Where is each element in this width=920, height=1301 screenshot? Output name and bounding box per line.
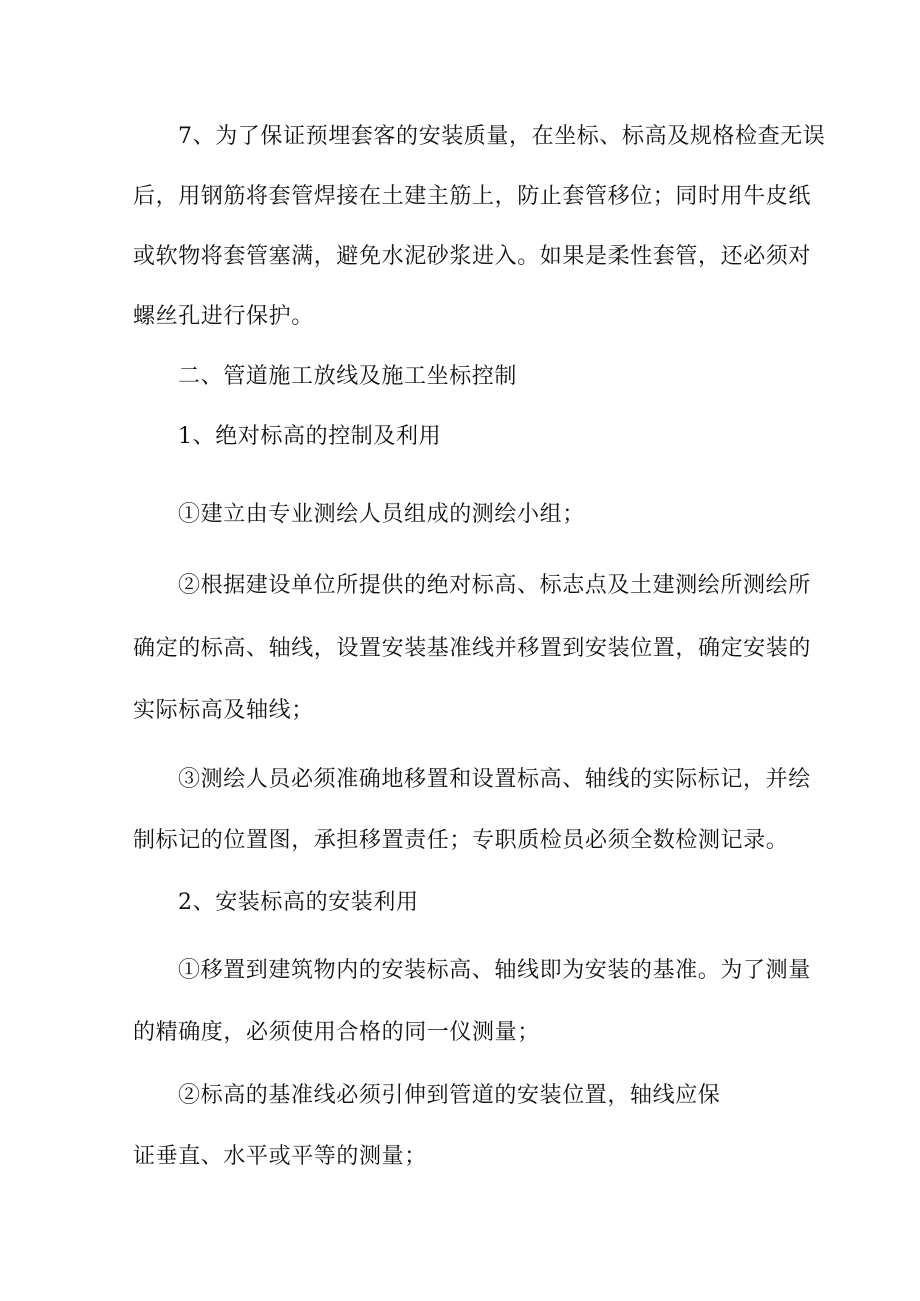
subsection-heading: 1、绝对标高的控制及利用 — [178, 424, 442, 449]
text-line: 制标记的位置图，承担移置责任；专职质检员必须全数检测记录。 — [133, 828, 789, 853]
list-item: ②根据建设单位所提供的绝对标高、标志点及土建测绘所测绘所 — [178, 573, 811, 598]
text-line: 实际标高及轴线； — [133, 698, 314, 723]
text-line: 后，用钢筋将套管焊接在土建主筋上，防止套管移位；同时用牛皮纸 — [133, 184, 812, 209]
list-item: ②标高的基准线必须引伸到管道的安装位置，轴线应保 — [178, 1083, 721, 1108]
text-line: 7、为了保证预埋套客的安装质量，在坐标、标高及规格检查无误 — [178, 124, 826, 149]
text-line: 螺丝孔进行保护。 — [133, 304, 314, 329]
section-heading: 二、管道施工放线及施工坐标控制 — [178, 364, 518, 389]
text-line: 证垂直、水平或平等的测量； — [133, 1144, 427, 1169]
list-item: ③测绘人员必须准确地移置和设置标高、轴线的实际标记，并绘 — [178, 767, 811, 792]
subsection-heading: 2、安装标高的安装利用 — [178, 890, 419, 915]
text-line: 确定的标高、轴线，设置安装基准线并移置到安装位置，确定安装的 — [133, 636, 812, 661]
text-line: 的精确度，必须使用合格的同一仪测量； — [133, 1020, 540, 1045]
list-item: ①建立由专业测绘人员组成的测绘小组； — [178, 502, 585, 527]
list-item: ①移置到建筑物内的安装标高、轴线即为安装的基准。为了测量 — [178, 958, 811, 983]
text-line: 或软物将套管塞满，避免水泥砂浆进入。如果是柔性套管，还必须对 — [133, 244, 812, 269]
